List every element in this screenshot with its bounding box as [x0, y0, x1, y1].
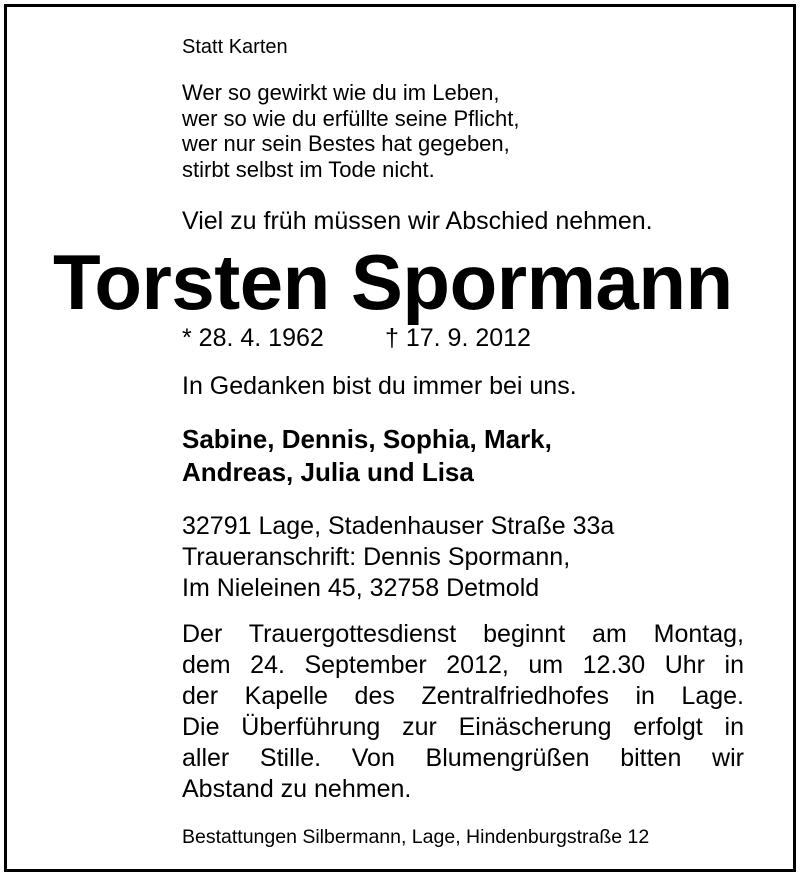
notice-header: Statt Karten	[182, 36, 288, 58]
poem-line: wer so wie du erfüllte seine Pflicht,	[182, 105, 520, 131]
farewell-line: Viel zu früh müssen wir Abschied nehmen.	[182, 207, 653, 235]
address-line: Traueranschrift: Dennis Spormann,	[182, 543, 571, 571]
death-date: † 17. 9. 2012	[385, 324, 531, 352]
service-text	[182, 619, 744, 805]
service-line: Die Überführung zur Einäscherung erfolgt in	[182, 713, 744, 741]
address-line: Im Nieleinen 45, 32758 Detmold	[182, 574, 540, 602]
family-names	[182, 423, 552, 489]
notice-frame	[4, 4, 796, 872]
service-line: Der Trauergottesdienst beginnt am Montag,	[182, 620, 744, 648]
family-line: Andreas, Julia und Lisa	[182, 457, 474, 487]
poem-line: stirbt selbst im Tode nicht.	[182, 156, 435, 182]
service-line: Abstand zu nehmen.	[182, 775, 412, 803]
address-block	[182, 511, 614, 604]
poem-line: Wer so gewirkt wie du im Leben,	[182, 80, 500, 105]
service-line: aller Stille. Von Blumengrüßen bitten wir	[182, 744, 744, 772]
remembrance-line: In Gedanken bist du immer bei uns.	[182, 372, 577, 400]
poem-line: wer nur sein Bestes hat gegeben,	[182, 131, 510, 156]
deceased-name: Torsten Spormann	[53, 238, 733, 326]
funeral-home-line: Bestattungen Silbermann, Lage, Hindenburgstraße 12	[182, 826, 650, 848]
service-line: dem 24. September 2012, um 12.30 Uhr in	[182, 651, 744, 679]
poem-block	[182, 80, 520, 182]
service-line: der Kapelle des Zentralfriedhofes in Lage.	[182, 682, 744, 710]
address-line: 32791 Lage, Stadenhauser Straße 33a	[182, 512, 615, 540]
family-line: Sabine, Dennis, Sophia, Mark,	[182, 424, 552, 454]
birth-date: * 28. 4. 1962	[182, 324, 324, 352]
